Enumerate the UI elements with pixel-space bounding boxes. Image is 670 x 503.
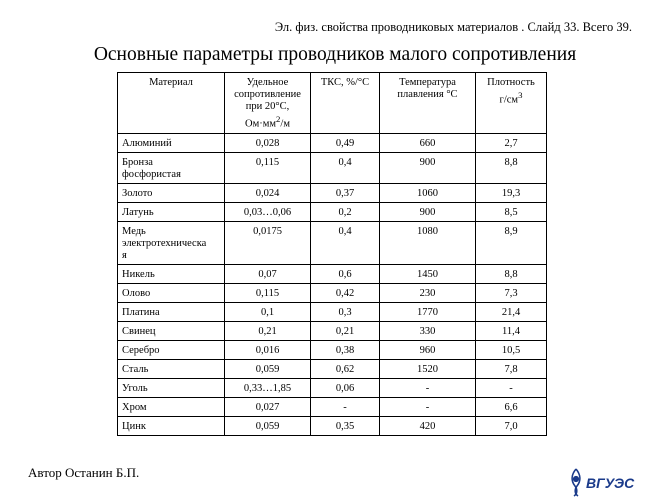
value-cell: 0,115 <box>225 152 311 183</box>
value-cell: 1060 <box>380 183 476 202</box>
material-name-cell: Сталь <box>118 359 225 378</box>
value-cell: 10,5 <box>476 340 547 359</box>
value-cell: 8,5 <box>476 202 547 221</box>
author-credit: Автор Останин Б.П. <box>28 465 140 480</box>
value-cell: 0,016 <box>225 340 311 359</box>
vguès-logo <box>567 466 645 498</box>
table-row-silver <box>118 340 547 359</box>
value-cell: - <box>380 378 476 397</box>
value-cell: 21,4 <box>476 302 547 321</box>
table-row-lead <box>118 321 547 340</box>
value-cell: 0,059 <box>225 416 311 435</box>
material-name-cell: Свинец <box>118 321 225 340</box>
value-cell: 0,059 <box>225 359 311 378</box>
value-cell: 1520 <box>380 359 476 378</box>
table-row-bronze <box>118 152 547 183</box>
value-cell: 230 <box>380 283 476 302</box>
material-name-cell: Алюминий <box>118 133 225 152</box>
table-row-tin <box>118 283 547 302</box>
value-cell: 8,9 <box>476 221 547 264</box>
value-cell: 0,21 <box>225 321 311 340</box>
value-cell: 6,6 <box>476 397 547 416</box>
value-cell: 0,024 <box>225 183 311 202</box>
value-cell: 7,0 <box>476 416 547 435</box>
value-cell: 0,4 <box>311 221 380 264</box>
value-cell: 0,0175 <box>225 221 311 264</box>
value-cell: 0,21 <box>311 321 380 340</box>
value-cell: 0,37 <box>311 183 380 202</box>
header-material: Материал <box>118 73 225 134</box>
value-cell: 0,027 <box>225 397 311 416</box>
value-cell: 8,8 <box>476 264 547 283</box>
value-cell: 0,028 <box>225 133 311 152</box>
table-header-row <box>118 73 547 134</box>
table-row-aluminium <box>118 133 547 152</box>
table-row-nickel <box>118 264 547 283</box>
material-name-cell: Серебро <box>118 340 225 359</box>
value-cell: 0,1 <box>225 302 311 321</box>
table-row-carbon <box>118 378 547 397</box>
value-cell: 7,3 <box>476 283 547 302</box>
value-cell: 1770 <box>380 302 476 321</box>
table-row-steel <box>118 359 547 378</box>
value-cell: 11,4 <box>476 321 547 340</box>
table-row-platinum <box>118 302 547 321</box>
slide-title: Основные параметры проводников малого сопротивления <box>93 44 577 65</box>
material-name-cell: Цинк <box>118 416 225 435</box>
value-cell: 2,7 <box>476 133 547 152</box>
table-row-chrome <box>118 397 547 416</box>
material-name-cell: Бронза фосфористая <box>118 152 225 183</box>
material-name-cell: Уголь <box>118 378 225 397</box>
conductor-parameters-table <box>117 72 547 436</box>
value-cell: 1080 <box>380 221 476 264</box>
value-cell: 0,3 <box>311 302 380 321</box>
material-name-cell: Золото <box>118 183 225 202</box>
value-cell: 0,03…0,06 <box>225 202 311 221</box>
value-cell: 0,4 <box>311 152 380 183</box>
material-name-cell: Никель <box>118 264 225 283</box>
value-cell: 0,42 <box>311 283 380 302</box>
header-melting-point: Температура плавления °С <box>380 73 476 134</box>
value-cell: 0,07 <box>225 264 311 283</box>
value-cell: 0,35 <box>311 416 380 435</box>
value-cell: 900 <box>380 152 476 183</box>
value-cell: 660 <box>380 133 476 152</box>
table-row-brass <box>118 202 547 221</box>
header-density: Плотность $г/см^3$ <box>476 73 547 134</box>
value-cell: 330 <box>380 321 476 340</box>
table-row-gold <box>118 183 547 202</box>
table-row-zinc <box>118 416 547 435</box>
material-name-cell: Хром <box>118 397 225 416</box>
value-cell: 0,06 <box>311 378 380 397</box>
material-name-cell: Олово <box>118 283 225 302</box>
value-cell: 0,38 <box>311 340 380 359</box>
logo-mark <box>567 466 645 498</box>
material-name-cell: Медь электротехническа я <box>118 221 225 264</box>
value-cell: - <box>476 378 547 397</box>
slide-header: Эл. физ. свойства проводниковых материалов . Слайд 33. Всего 39. <box>274 20 632 34</box>
material-name-cell: Латунь <box>118 202 225 221</box>
material-name-cell: Платина <box>118 302 225 321</box>
value-cell: 0,2 <box>311 202 380 221</box>
value-cell: - <box>380 397 476 416</box>
header-tcr: ТКС, %/°С <box>311 73 380 134</box>
value-cell: 8,8 <box>476 152 547 183</box>
value-cell: - <box>311 397 380 416</box>
header-resistivity: Удельное сопротивление при 20°С, $Ом\cdot мм^2/м$ <box>225 73 311 134</box>
value-cell: 0,6 <box>311 264 380 283</box>
value-cell: 900 <box>380 202 476 221</box>
value-cell: 420 <box>380 416 476 435</box>
value-cell: 0,49 <box>311 133 380 152</box>
value-cell: 0,115 <box>225 283 311 302</box>
value-cell: 1450 <box>380 264 476 283</box>
value-cell: 0,62 <box>311 359 380 378</box>
value-cell: 7,8 <box>476 359 547 378</box>
value-cell: 960 <box>380 340 476 359</box>
value-cell: 19,3 <box>476 183 547 202</box>
logo-text: ВГУЭС <box>586 475 635 491</box>
table-row-copper <box>118 221 547 264</box>
table-body <box>118 133 547 435</box>
value-cell: 0,33…1,85 <box>225 378 311 397</box>
